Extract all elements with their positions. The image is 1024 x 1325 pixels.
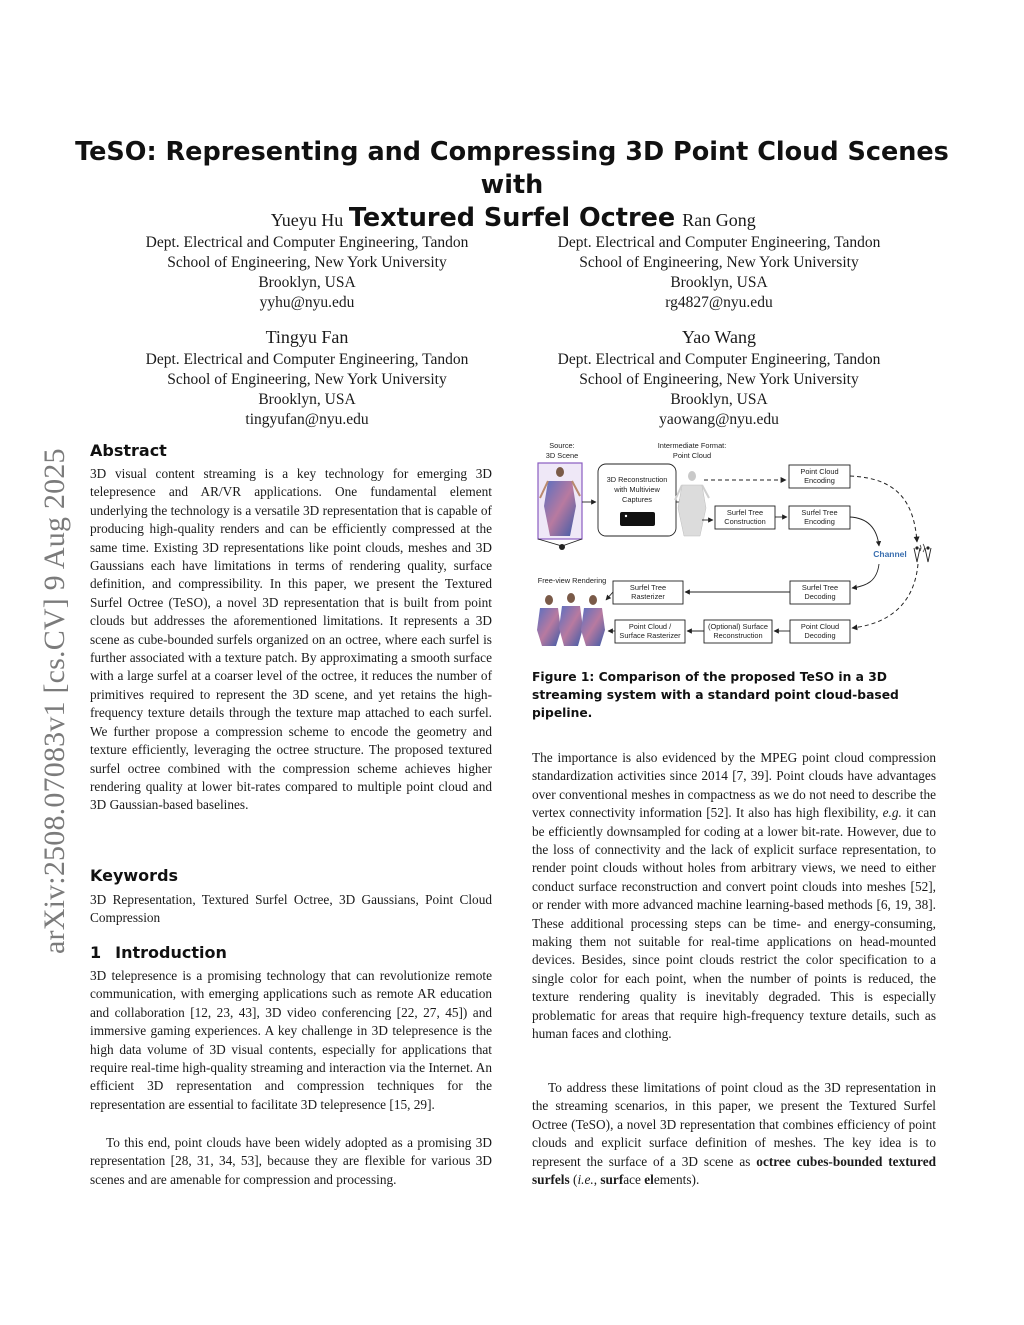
author-email[interactable]: yyhu@nyu.edu xyxy=(259,294,355,311)
paragraph-text: ace xyxy=(623,1172,645,1188)
st-decoding-label-2: Decoding xyxy=(804,592,836,601)
channel-label: Channel xyxy=(873,549,907,559)
author-name: Tingyu Fan xyxy=(265,327,349,347)
author-name: Ran Gong xyxy=(682,210,756,230)
section-number: 1 xyxy=(90,943,102,962)
source-label-line-2: 3D Scene xyxy=(545,451,579,460)
author-email[interactable]: tingyufan@nyu.edu xyxy=(245,411,369,428)
paragraph-text: , xyxy=(593,1172,601,1188)
author-location: Brooklyn, USA xyxy=(670,391,768,408)
paragraph-text: it can be efficiently downsampled for coding at a lower bit-rate. However, due to the loss of connectivity and the lack of explicit surface representation, to render point clouds without holes from arbitrary views, we need to either conduct surface reconstruction and convert point clouds into meshes [52], or render with more advanced machine learning-based methods [6, 19, 38]. These additional processing steps can be time- and energy-consuming, making them not suitable for real-time applications on head-mounted devices. Besides, since point clouds restrict the color specification to a single color for each point, when the number of points is reduced, the texture rendering quality is inevitably degraded. This is especially problematic for areas that require high-frequency texture details, such as human faces and clothing. xyxy=(532,805,936,1042)
reconstruction-label-3: Captures xyxy=(622,495,652,504)
author-affiliation-2: School of Engineering, New York University xyxy=(167,371,447,388)
author-block-4 xyxy=(509,326,929,430)
title-line-1: TeSO: Representing and Compressing 3D Point Cloud Scenes with xyxy=(75,137,949,200)
camera-device-icon xyxy=(620,512,655,526)
reconstruction-label-2: with Multiview xyxy=(614,485,660,494)
st-encoding-label-2: Encoding xyxy=(804,517,835,526)
st-encoding-label-1: Surfel Tree xyxy=(801,508,838,517)
author-block-3 xyxy=(97,326,517,430)
arrow-pc-encoding-to-channel xyxy=(850,476,917,542)
figure-1-caption: Figure 1: Comparison of the proposed TeSO in a 3D streaming system with a standard point cloud-based pipeline. xyxy=(532,670,899,720)
st-rasterizer-label-2: Rasterizer xyxy=(631,592,665,601)
paragraph-text: ements). xyxy=(653,1172,700,1188)
source-label-line-1: Source: xyxy=(549,441,575,450)
author-affiliation-1: Dept. Electrical and Computer Engineering, Tandon xyxy=(145,234,469,251)
paragraph-text: The importance is also evidenced by the MPEG point cloud compression standardization activities since 2014 [7, 39]. Point clouds have advantages over conventional meshes in compactness as we do not need to describe the vertex connectivity information [52]. It also has high flexibility, xyxy=(532,750,936,821)
st-construction-label-2: Construction xyxy=(724,517,766,526)
author-affiliation-1: Dept. Electrical and Computer Engineering, Tandon xyxy=(557,234,881,251)
keywords-text: 3D Representation, Textured Surfel Octree, 3D Gaussians, Point Cloud Compression xyxy=(90,892,492,926)
key-idea-bold: octree cubes-bounded textured surfels xyxy=(532,1153,936,1188)
camera-frustum xyxy=(538,539,582,546)
right-column-paragraph-2 xyxy=(532,1079,936,1189)
author-block-2 xyxy=(509,209,929,313)
abstract-heading: Abstract xyxy=(90,441,167,460)
right-column-paragraph-1 xyxy=(532,749,936,1044)
author-name: Yueyu Hu xyxy=(270,210,344,230)
surface-reconstruction-label-2: Reconstruction xyxy=(713,631,763,640)
st-decoding-label-1: Surfel Tree xyxy=(801,583,839,592)
freeview-rendered-people-image xyxy=(537,593,605,646)
ie-abbreviation: i.e. xyxy=(577,1172,594,1188)
el-bold: el xyxy=(644,1172,654,1188)
antenna-icon xyxy=(914,544,931,562)
introduction-heading xyxy=(90,943,227,962)
eg-abbreviation: e.g. xyxy=(882,805,902,821)
author-affiliation-1: Dept. Electrical and Computer Engineering, Tandon xyxy=(557,351,881,368)
arrow-st-encoding-to-channel xyxy=(850,517,879,546)
surf-bold: surf xyxy=(600,1172,624,1188)
author-location: Brooklyn, USA xyxy=(258,391,356,408)
reconstruction-label-1: 3D Reconstruction xyxy=(606,475,668,484)
author-email[interactable]: rg4827@nyu.edu xyxy=(665,294,773,311)
freeview-label: Free-view Rendering xyxy=(537,576,607,585)
author-affiliation-2: School of Engineering, New York University xyxy=(579,371,859,388)
pc-decoding-label-1: Point Cloud xyxy=(800,622,840,631)
figure-1 xyxy=(532,436,937,650)
st-construction-label-1: Surfel Tree xyxy=(726,508,764,517)
pc-decoding-label-2: Decoding xyxy=(804,631,836,640)
title-line-2: Textured Surfel Octree xyxy=(348,203,676,233)
author-block-1 xyxy=(97,209,517,313)
author-affiliation-2: School of Engineering, New York University xyxy=(167,254,447,271)
surface-reconstruction-label-1: (Optional) Surface xyxy=(708,622,768,631)
paragraph-text: ( xyxy=(569,1172,578,1188)
author-location: Brooklyn, USA xyxy=(258,274,356,291)
author-name: Yao Wang xyxy=(682,327,756,347)
arrow-channel-to-st-decoding xyxy=(852,564,879,588)
pc-rasterizer-label-1: Point Cloud / xyxy=(628,622,672,631)
arrow-rasterizer-to-render xyxy=(606,592,613,600)
st-rasterizer-label-1: Surfel Tree xyxy=(629,583,667,592)
arxiv-identifier: arXiv:2508.07083v1 [cs.CV] 9 Aug 2025 xyxy=(38,448,71,954)
intermediate-label-line-1: Intermediate Format: xyxy=(657,441,727,450)
abstract-text: 3D visual content streaming is a key technology for emerging 3D telepresence and AR/VR applications. One fundamental element underlying the technology is a versatile 3D representation that is capable of producing high-quality renders and can be efficiently compressed at the same time. Existing 3D representations like point clouds, meshes and 3D Gaussians each have limitations in terms of rendering quality, surface definition, and compressibility. In this paper, we present the Textured Surfel Octree (TeSO), a novel 3D representation that is built from point clouds but addresses the aforementioned limitations. It represents a 3D scene as cube-bounded surfels organized on an octree, where each surfel is further associated with a texture patch. By approximating a smooth surface with a large surfel at a coarser level of the octree, it reduces the number of primitives required to represent the 3D scene, and yet retains the high-frequency texture details through the texture map attached to each surfel. We further propose a compression scheme to encode the geometry and texture efficiently, leveraging the octree structure. The proposed textured surfel octree combined with the compression scheme achieves higher rendering quality at lower bit-rates compared to multiple point cloud and 3D Gaussian-based baselines. xyxy=(90,466,492,813)
author-affiliation-1: Dept. Electrical and Computer Engineering, Tandon xyxy=(145,351,469,368)
pc-encoding-label-2: Encoding xyxy=(804,476,835,485)
introduction-paragraph-2: To this end, point clouds have been widely adopted as a promising 3D representation [28, 31, 34, 53], because they are flexible for various 3D scenes and are amenable for compression and processing. xyxy=(90,1135,492,1187)
author-email[interactable]: yaowang@nyu.edu xyxy=(659,411,779,428)
paragraph-text: To address these limitations of point cloud as the 3D representation in the streaming scenarios, in this paper, we present the Textured Surfel Octree (TeSO), a novel 3D representation that combines efficiency of point clouds and explicit surface definition of meshes. The key idea is to represent the surface of a 3D scene as xyxy=(532,1080,936,1169)
intermediate-label-line-2: Point Cloud xyxy=(672,451,712,460)
introduction-paragraph-1: 3D telepresence is a promising technology that can revolutionize remote communication, with emerging applications such as remote AR education and collaboration [12, 23, 43], 3D video conferencing [22, 27, 45]) and immersive gaming experiences. A key challenge in 3D telepresence is the high data volume of 3D visual contents, especially for applications that require real-time high-quality streaming and interaction via the Internet. An efficient 3D representation and compression techniques for the representation are essential to facilitate 3D telepresence [15, 29]. xyxy=(90,968,492,1112)
author-location: Brooklyn, USA xyxy=(670,274,768,291)
keywords-heading: Keywords xyxy=(90,866,179,885)
section-title: Introduction xyxy=(115,943,227,962)
pointcloud-person-image xyxy=(675,471,709,536)
arrow-channel-to-pc-decoding xyxy=(852,564,918,628)
pc-encoding-label-1: Point Cloud xyxy=(800,467,839,476)
pc-rasterizer-label-2: Surface Rasterizer xyxy=(619,631,681,640)
pipeline-diagram xyxy=(532,436,937,650)
author-affiliation-2: School of Engineering, New York University xyxy=(579,254,859,271)
